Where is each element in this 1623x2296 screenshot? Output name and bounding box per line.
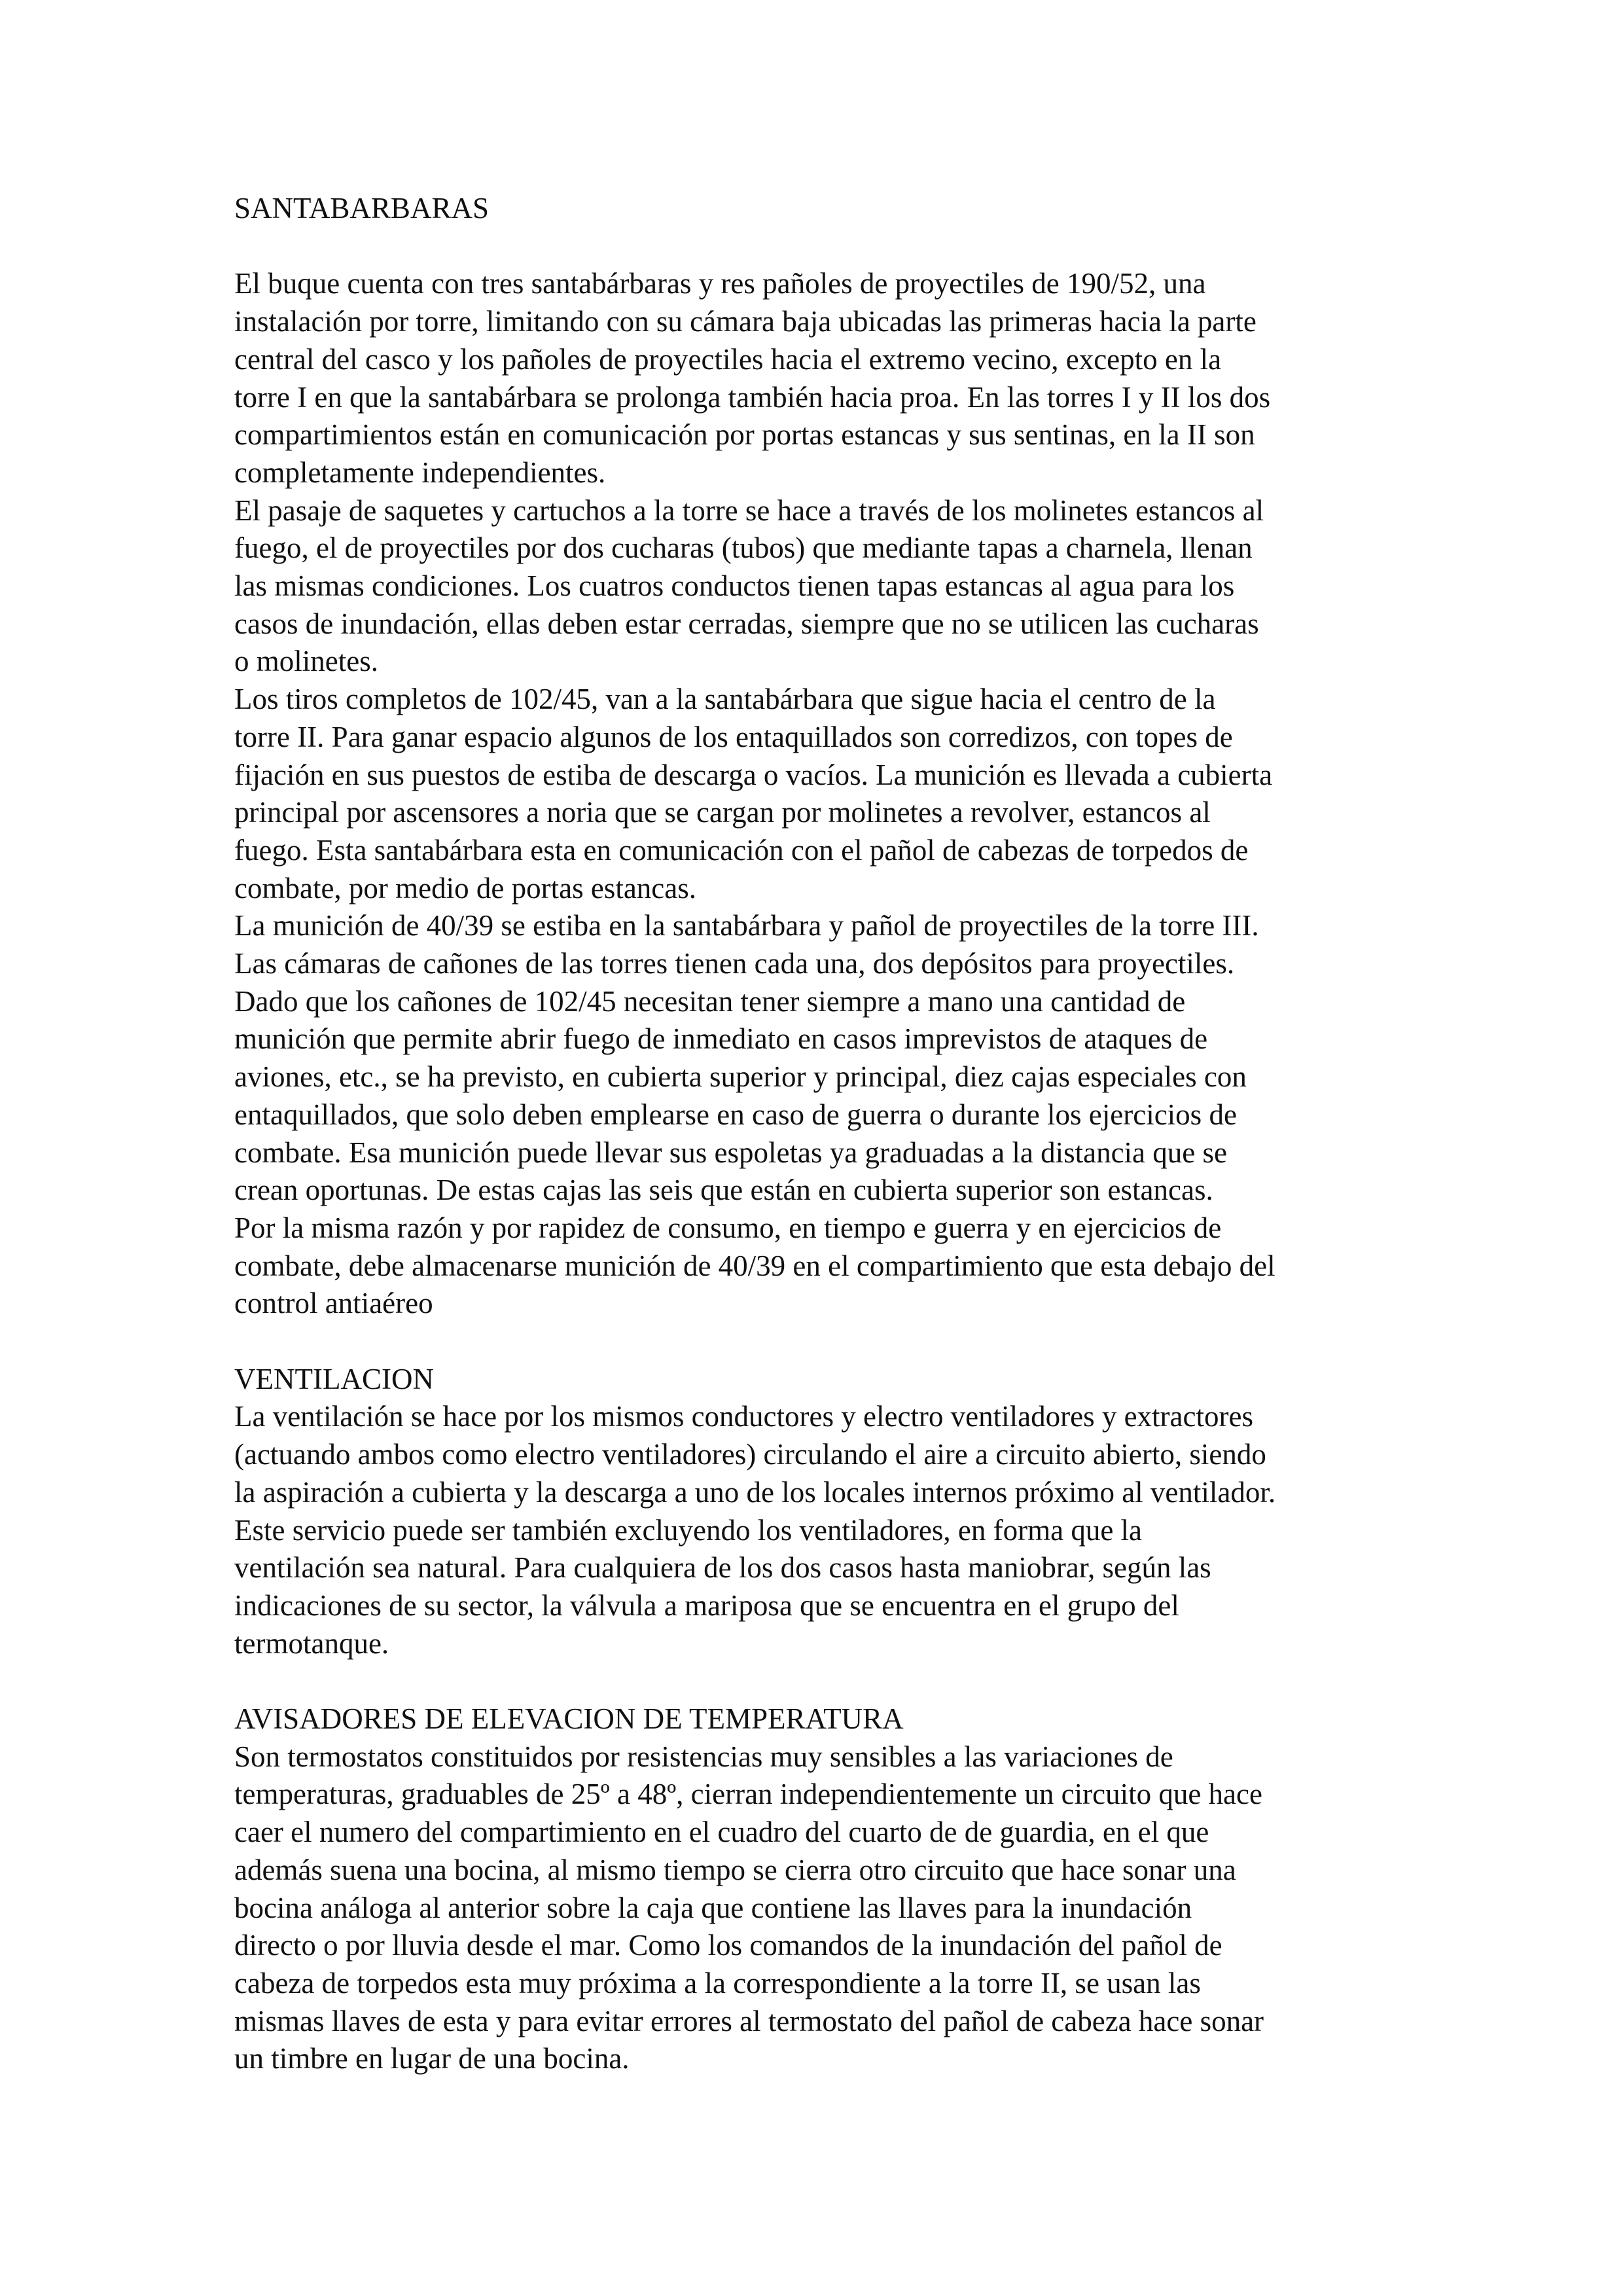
text-line: La ventilación se hace por los mismos conductores y electro ventiladores y extractores <box>234 1400 1253 1433</box>
text-line: fuego, el de proyectiles por dos cucharas (tubos) que mediante tapas a charnela, llenan <box>234 531 1253 565</box>
section-santabarbaras <box>234 190 1412 1323</box>
text-line: cabeza de torpedos esta muy próxima a la correspondiente a la torre II, se usan las <box>234 1967 1201 2000</box>
text-line: ventilación sea natural. Para cualquiera de los dos casos hasta maniobrar, según las <box>234 1551 1211 1585</box>
text-line: las mismas condiciones. Los cuatros conductos tienen tapas estancas al agua para los <box>234 569 1235 603</box>
text-line: caer el numero del compartimiento en el cuadro del cuarto de de guardia, en el que <box>234 1816 1209 1849</box>
text-line: casos de inundación, ellas deben estar cerradas, siempre que no se utilicen las cucharas <box>234 607 1259 640</box>
section-heading: SANTABARBARAS <box>234 192 489 224</box>
text-line: indicaciones de su sector, la válvula a mariposa que se encuentra en el grupo del <box>234 1588 1179 1622</box>
text-line: compartimientos están en comunicación por portas estancas y sus sentinas, en la II son <box>234 418 1255 452</box>
text-line: munición que permite abrir fuego de inmediato en casos imprevistos de ataques de <box>234 1022 1208 1056</box>
text-line: completamente independientes. <box>234 456 606 489</box>
paragraph-gap <box>234 1323 1412 1361</box>
section-avisadores <box>234 1700 1412 2078</box>
text-line: un timbre en lugar de una bocina. <box>234 2042 630 2075</box>
paragraph-gap <box>234 228 1412 266</box>
text-line: La munición de 40/39 se estiba en la santabárbara y pañol de proyectiles de la torre III. <box>234 909 1259 942</box>
text-line: central del casco y los pañoles de proyectiles hacia el extremo vecino, excepto en la <box>234 342 1222 376</box>
text-line: temperaturas, graduables de 25º a 48º, cierran independientemente un circuito que hace <box>234 1778 1262 1811</box>
text-line: principal por ascensores a noria que se cargan por molinetes a revolver, estancos al <box>234 796 1211 829</box>
text-line: fijación en sus puestos de estiba de descarga o vacíos. La munición es llevada a cubierta <box>234 758 1273 791</box>
text-line: El pasaje de saquetes y cartuchos a la torre se hace a través de los molinetes estancos al <box>234 493 1264 527</box>
text-line: o molinetes. <box>234 645 378 678</box>
section-heading: AVISADORES DE ELEVACION DE TEMPERATURA <box>234 1702 904 1736</box>
text-line: termotanque. <box>234 1626 389 1660</box>
text-line: Dado que los cañones de 102/45 necesitan tener siempre a mano una cantidad de <box>234 984 1186 1018</box>
text-line: Los tiros completos de 102/45, van a la santabárbara que sigue hacia el centro de la <box>234 683 1216 716</box>
text-line: control antiaéreo <box>234 1287 433 1320</box>
text-line: fuego. Esta santabárbara esta en comunicación con el pañol de cabezas de torpedos de <box>234 833 1249 867</box>
text-line: además suena una bocina, al mismo tiempo se cierra otro circuito que hace sonar una <box>234 1853 1236 1886</box>
paragraph-gap <box>234 1662 1412 1700</box>
text-line: torre II. Para ganar espacio algunos de los entaquillados son corredizos, con topes de <box>234 720 1233 753</box>
section-heading: VENTILACION <box>234 1362 434 1395</box>
text-line: combate, por medio de portas estancas. <box>234 871 697 905</box>
text-line: combate. Esa munición puede llevar sus espoletas ya graduadas a la distancia que se <box>234 1136 1227 1169</box>
text-line: combate, debe almacenarse munición de 40/39 en el compartimiento que esta debajo del <box>234 1249 1275 1282</box>
text-line: crean oportunas. De estas cajas las seis que están en cubierta superior son estancas. <box>234 1174 1213 1207</box>
text-line: bocina análoga al anterior sobre la caja que contiene las llaves para la inundación <box>234 1891 1192 1924</box>
text-line: Por la misma razón y por rapidez de consumo, en tiempo e guerra y en ejercicios de <box>234 1211 1222 1244</box>
text-line: mismas llaves de esta y para evitar errores al termostato del pañol de cabeza hace sonar <box>234 2004 1264 2037</box>
text-line: entaquillados, que solo deben emplearse en caso de guerra o durante los ejercicios de <box>234 1098 1237 1131</box>
text-line: El buque cuenta con tres santabárbaras y res pañoles de proyectiles de 190/52, una <box>234 267 1206 300</box>
text-line: Las cámaras de cañones de las torres tienen cada una, dos depósitos para proyectiles. <box>234 947 1235 980</box>
text-line: instalación por torre, limitando con su cámara baja ubicadas las primeras hacia la parte <box>234 305 1257 338</box>
text-line: Este servicio puede ser también excluyendo los ventiladores, en forma que la <box>234 1513 1143 1547</box>
text-line: (actuando ambos como electro ventiladores) circulando el aire a circuito abierto, siendo <box>234 1438 1266 1471</box>
text-line: directo o por lluvia desde el mar. Como los comandos de la inundación del pañol de <box>234 1929 1222 1962</box>
text-line: la aspiración a cubierta y la descarga a uno de los locales internos próximo al ventilador. <box>234 1475 1276 1509</box>
text-line: torre I en que la santabárbara se prolonga también hacia proa. En las torres I y II los dos <box>234 380 1271 414</box>
text-line: Son termostatos constituidos por resistencias muy sensibles a las variaciones de <box>234 1740 1173 1773</box>
section-ventilacion <box>234 1361 1412 1663</box>
document-page <box>234 190 1412 2078</box>
text-line: aviones, etc., se ha previsto, en cubierta superior y principal, diez cajas especiales con <box>234 1060 1247 1094</box>
